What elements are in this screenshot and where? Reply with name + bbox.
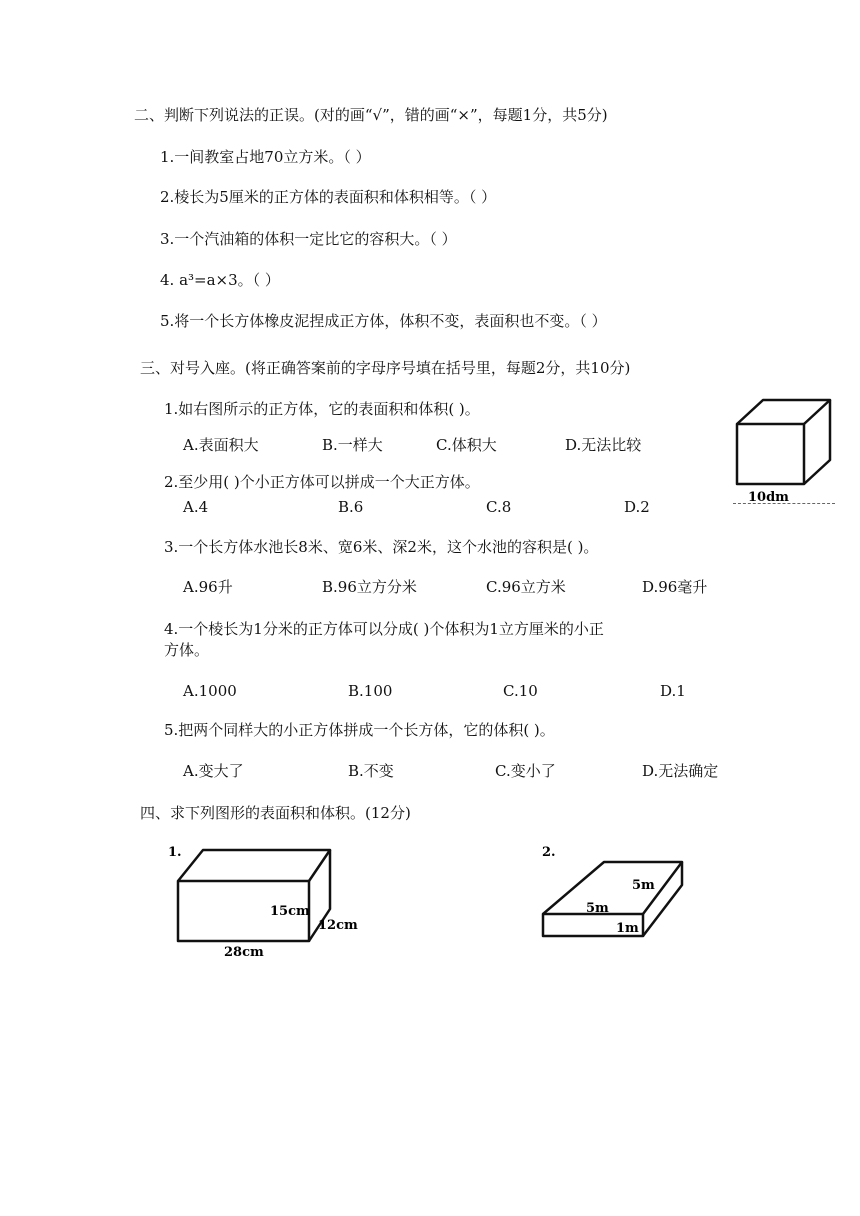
- choice-q5-text: 5.把两个同样大的小正方体拼成一个长方体，它的体积( )。: [164, 721, 555, 739]
- choice-q4-option-c: C.10: [503, 682, 538, 700]
- figure-2-number: 2.: [542, 845, 556, 860]
- choice-q4-option-d: D.1: [660, 682, 686, 700]
- cuboid-figure-1: [160, 838, 370, 963]
- slab-top-face: [543, 862, 682, 914]
- choice-q5-option-d: D.无法确定: [642, 762, 719, 780]
- section-2-heading: 二、判断下列说法的正误。(对的画“√”，错的画“×”，每题1分，共5分): [134, 106, 608, 124]
- judge-item-2: 2.棱长为5厘米的正方体的表面积和体积相等。（ ）: [160, 188, 497, 206]
- choice-q2-option-b: B.6: [338, 498, 364, 516]
- choice-q5-option-b: B.不变: [348, 762, 394, 780]
- choice-q2-text: 2.至少用( )个小正方体可以拼成一个大正方体。: [164, 473, 480, 491]
- divider-line: [733, 503, 835, 504]
- figure-1-width-label: 12cm: [318, 918, 358, 933]
- judge-item-3: 3.一个汽油箱的体积一定比它的容积大。（ ）: [160, 230, 457, 248]
- choice-q4-text-line1: 4.一个棱长为1分米的正方体可以分成( )个体积为1立方厘米的小正: [164, 620, 604, 638]
- choice-q3-option-c: C.96立方米: [486, 578, 566, 596]
- choice-q2-option-d: D.2: [624, 498, 650, 516]
- slab-side-face: [643, 862, 682, 936]
- choice-q1-option-c: C.体积大: [436, 436, 497, 454]
- section-4-heading: 四、求下列图形的表面积和体积。(12分): [140, 804, 411, 822]
- cube-edge-label: 10dm: [748, 490, 789, 505]
- choice-q1-text: 1.如右图所示的正方体，它的表面积和体积( )。: [164, 400, 480, 418]
- choice-q4-option-b: B.100: [348, 682, 393, 700]
- choice-q1-option-b: B.一样大: [322, 436, 383, 454]
- cube-figure: [730, 396, 840, 506]
- choice-q5-option-a: A.变大了: [183, 762, 244, 780]
- cube-front-face: [737, 424, 804, 484]
- judge-item-5: 5.将一个长方体橡皮泥捏成正方体，体积不变，表面积也不变。（ ）: [160, 312, 607, 330]
- judge-item-1: 1.一间教室占地70立方米。（ ）: [160, 148, 371, 166]
- choice-q3-option-d: D.96毫升: [642, 578, 708, 596]
- figure-2-height-label: 1m: [616, 921, 639, 936]
- choice-q2-option-c: C.8: [486, 498, 512, 516]
- cube-top-face: [737, 400, 830, 424]
- choice-q2-option-a: A.4: [183, 498, 209, 516]
- figure-1-length-label: 28cm: [224, 945, 264, 960]
- judge-item-4: 4. a³=a×3。（ ）: [160, 271, 280, 289]
- figure-2-side-b-label: 5m: [586, 901, 609, 916]
- choice-q1-option-a: A.表面积大: [183, 436, 259, 454]
- figure-1-number: 1.: [168, 845, 182, 860]
- choice-q3-option-b: B.96立方分米: [322, 578, 417, 596]
- section-3-heading: 三、对号入座。(将正确答案前的字母序号填在括号里，每题2分，共10分): [140, 359, 631, 377]
- choice-q4-text-line2: 方体。: [164, 641, 210, 659]
- cuboid-figure-2: [536, 838, 696, 943]
- choice-q4-option-a: A.1000: [183, 682, 237, 700]
- figure-2-side-a-label: 5m: [632, 878, 655, 893]
- figure-1-height-label: 15cm: [270, 904, 310, 919]
- choice-q1-option-d: D.无法比较: [565, 436, 642, 454]
- choice-q5-option-c: C.变小了: [495, 762, 556, 780]
- choice-q3-option-a: A.96升: [183, 578, 233, 596]
- choice-q3-text: 3.一个长方体水池长8米、宽6米、深2米，这个水池的容积是( )。: [164, 538, 599, 556]
- cuboid-top-face: [178, 850, 330, 881]
